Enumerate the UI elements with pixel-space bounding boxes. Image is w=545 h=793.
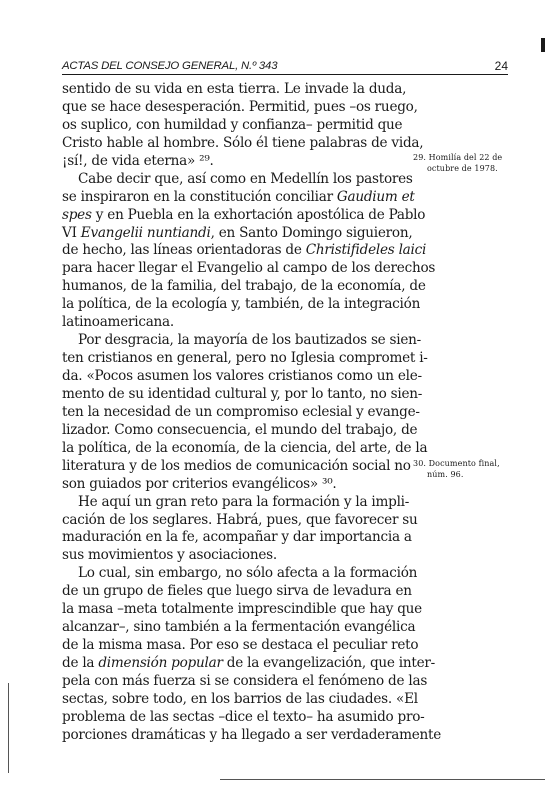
text-line: He aquí un gran reto para la formación y la impli- [78, 493, 410, 510]
text-line: mento de su identidad cultural y, por lo tanto, no sien- [62, 385, 423, 402]
text-line: VI Evangelii nuntiandi, en Santo Domingo siguieron, [62, 224, 413, 241]
text-line: ¡sí!, de vida eterna» ²⁹. [62, 152, 214, 169]
header-rule [62, 74, 508, 75]
text-line: literatura y de los medios de comunicación social no [62, 457, 411, 474]
text-line: la política, de la economía, de la ciencia, del arte, de la [62, 439, 428, 456]
text-line: lizador. Como consecuencia, el mundo del trabajo, de [62, 421, 418, 438]
text-line: son guiados por criterios evangélicos» ³⁰. [62, 475, 337, 492]
footnote-30 [413, 458, 513, 480]
text-line: problema de las sectas –dice el texto– ha asumido pro- [62, 708, 425, 725]
text-line: la política, de la ecología y, también, de la integración [62, 296, 421, 313]
margin-rule [8, 683, 9, 773]
running-header [62, 57, 508, 77]
text-line: porciones dramáticas y ha llegado a ser verdaderamente [62, 726, 442, 743]
footnote-29-line-1: 29. Homilía del 22 de [413, 153, 503, 162]
text-line: os suplico, con humildad y confianza– permitid que [62, 116, 403, 133]
text-line: maduración en la fe, acompañar y dar importancia a [62, 529, 412, 546]
text-line: Por desgracia, la mayoría de los bautizados se sien- [78, 332, 422, 349]
italic-term: dimensión popular [98, 655, 223, 671]
text-line: sentido de su vida en esta tierra. Le invade la duda, [62, 81, 407, 97]
text-line: ten la necesidad de un compromiso eclesial y evange- [62, 403, 420, 420]
text-line: Lo cual, sin embargo, no sólo afecta a la formación [78, 565, 418, 582]
text-line: para hacer llegar el Evangelio al campo de los derechos [62, 260, 436, 277]
footnote-29-line-2: octubre de 1978. [427, 164, 498, 173]
italic-term: Christifideles laici [305, 242, 427, 259]
text-line: de un grupo de fieles que luego sirva de levadura en [62, 583, 412, 600]
text-line: sectas, sobre todo, en los barrios de las ciudades. «El [62, 690, 418, 707]
text-line: de la misma masa. Por eso se destaca el peculiar reto [62, 637, 419, 654]
text-line: Cristo hable al hombre. Sólo él tiene palabras de vida, [62, 134, 424, 151]
italic-term: spes [62, 206, 92, 223]
text-line: da. «Pocos asumen los valores cristianos como un ele- [62, 368, 422, 384]
header-title: ACTAS DEL CONSEJO GENERAL, N.º 343 [62, 60, 278, 72]
italic-term: Gaudium et [336, 188, 415, 205]
text-line: latinoamericana. [62, 314, 174, 331]
text-line: de hecho, las líneas orientadoras de Christifideles laici [62, 242, 427, 259]
text-line: la masa –meta totalmente imprescindible que hay que [62, 601, 422, 618]
page-edge-mark [541, 38, 545, 52]
text-line: alcanzar–, sino también a la fermentación evangélica [62, 619, 416, 636]
text-line: de la dimensión popular de la evangelización, que inter- [62, 655, 435, 671]
footnote-30-line-2: núm. 96. [427, 470, 464, 479]
footnote-29 [413, 152, 513, 174]
text-line: que se hace desesperación. Permitid, pues –os ruego, [62, 98, 418, 115]
italic-term: Evangelii nuntiandi [80, 224, 211, 241]
bottom-rule [220, 779, 545, 780]
text-line: Cabe decir que, así como en Medellín los pastores [78, 170, 413, 187]
text-line: ten cristianos en general, pero no Iglesia compromet i- [62, 350, 428, 367]
text-line: spes y en Puebla en la exhortación apostólica de Pablo [62, 206, 426, 223]
text-line: pela con más fuerza si se considera el fenómeno de las [62, 672, 428, 689]
text-line: se inspiraron en la constitución conciliar Gaudium et [62, 188, 415, 205]
text-line: sus movimientos y asociaciones. [62, 547, 277, 564]
text-line: cación de los seglares. Habrá, pues, que favorecer su [62, 511, 418, 528]
main-text-column [62, 81, 442, 745]
footnote-30-line-1: 30. Documento final, [413, 459, 500, 468]
text-line: humanos, de la familia, del trabajo, de la economía, de [62, 278, 426, 295]
page-number: 24 [494, 59, 508, 73]
